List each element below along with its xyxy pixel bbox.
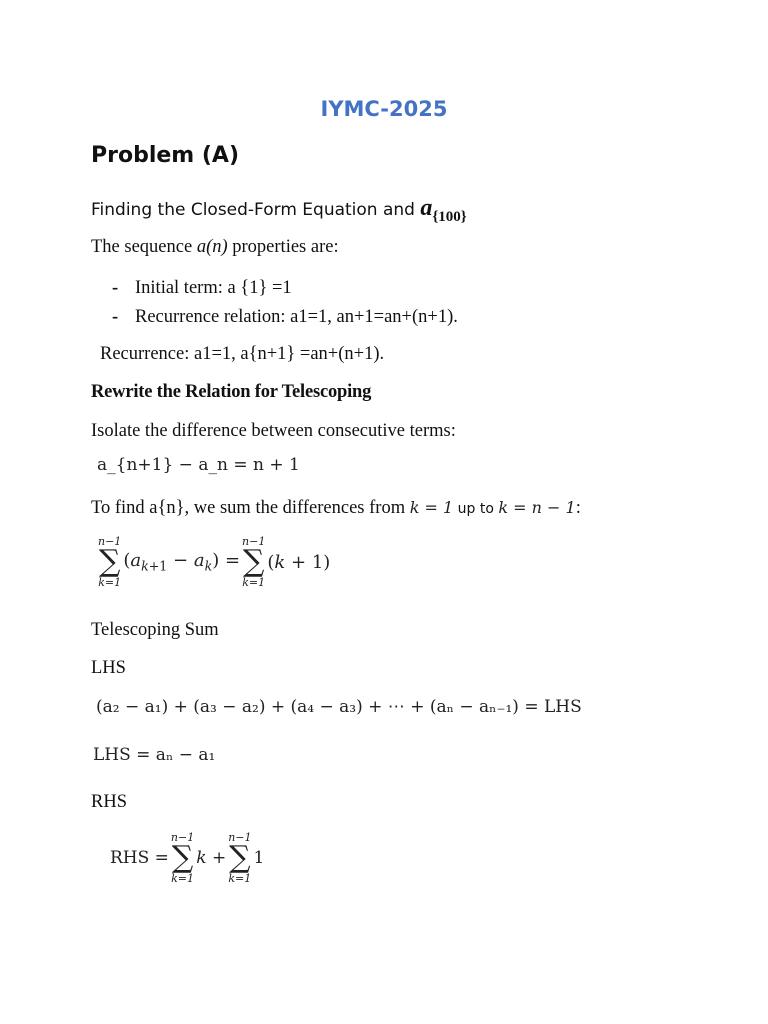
dash-bullet-icon: -	[112, 278, 119, 298]
sigma-sum-icon	[98, 536, 121, 588]
lhs-label: LHS	[91, 658, 126, 678]
recurrence-line: Recurrence: a1=1, a{n+1} =an+(n+1).	[100, 344, 385, 364]
sum-upper: n−1	[98, 535, 122, 548]
problem-heading: Problem (A)	[91, 143, 240, 168]
find-text	[91, 498, 581, 519]
sequence-var: a(n)	[196, 237, 228, 257]
sigma-glyph: ∑	[171, 840, 194, 875]
sigma-sum-icon	[228, 832, 251, 884]
sequence-intro-text: The sequence	[91, 237, 197, 257]
sequence-intro-text-end: properties are:	[227, 237, 339, 257]
sum-equation	[96, 536, 330, 588]
sigma-glyph: ∑	[229, 840, 251, 875]
difference-equation	[97, 455, 300, 475]
sigma-glyph: ∑	[242, 544, 265, 579]
equation-text: a_{n+1} − a_n = n + 1	[97, 455, 300, 475]
sum-lower: k=1	[171, 872, 195, 885]
sum-upper: n−1	[170, 831, 195, 844]
rhs-equation	[110, 832, 264, 884]
dash-bullet-icon: -	[112, 307, 119, 327]
sum-lower: k=1	[98, 576, 122, 589]
sigma-glyph: ∑	[98, 544, 121, 579]
subtitle-var: a	[420, 195, 433, 221]
find-text-part: up to	[453, 501, 499, 517]
rhs-prefix: RHS =	[110, 848, 169, 868]
sequence-intro	[91, 237, 339, 258]
subtitle-sub: {100}	[432, 209, 467, 225]
sum-lower: k=1	[228, 872, 252, 885]
isolate-text: Isolate the difference between consecutive terms:	[91, 421, 456, 441]
telescoping-label: Telescoping Sum	[91, 620, 219, 640]
document-title: IYMC-2025	[320, 97, 448, 121]
list-item-text: Initial term: a {1} =1	[135, 278, 292, 298]
rhs-label: RHS	[91, 792, 127, 812]
find-k-end: k = n − 1	[498, 498, 576, 517]
subtitle-text: Finding the Closed-Form Equation and	[91, 200, 415, 220]
section-heading: Rewrite the Relation for Telescoping	[91, 382, 372, 402]
sum-lhs-term: $(a_{k+1} - a_k)$ =	[123, 550, 241, 574]
find-k-start: k = 1	[409, 498, 454, 517]
rhs-end: 1	[253, 848, 265, 868]
lhs-expansion: (a₂ − a₁) + (a₃ − a₂) + (a₄ − a₃) + ⋯ + (aₙ − aₙ₋₁) = LHS	[96, 697, 582, 717]
find-text-end: :	[575, 498, 581, 518]
subtitle-line	[91, 195, 467, 225]
sum-upper: n−1	[242, 535, 266, 548]
sum-rhs-term: (k + 1)	[267, 551, 331, 573]
sum-upper: n−1	[228, 831, 252, 844]
find-text-part: To find a{n}, we sum the differences from	[91, 498, 410, 518]
list-item-text: Recurrence relation: a1=1, an+1=an+(n+1).	[135, 307, 458, 327]
sigma-sum-icon	[242, 536, 265, 588]
sigma-sum-icon	[171, 832, 194, 884]
rhs-mid: k +	[196, 848, 227, 868]
sum-lower: k=1	[242, 576, 266, 589]
lhs-result: LHS = aₙ − a₁	[93, 745, 216, 765]
